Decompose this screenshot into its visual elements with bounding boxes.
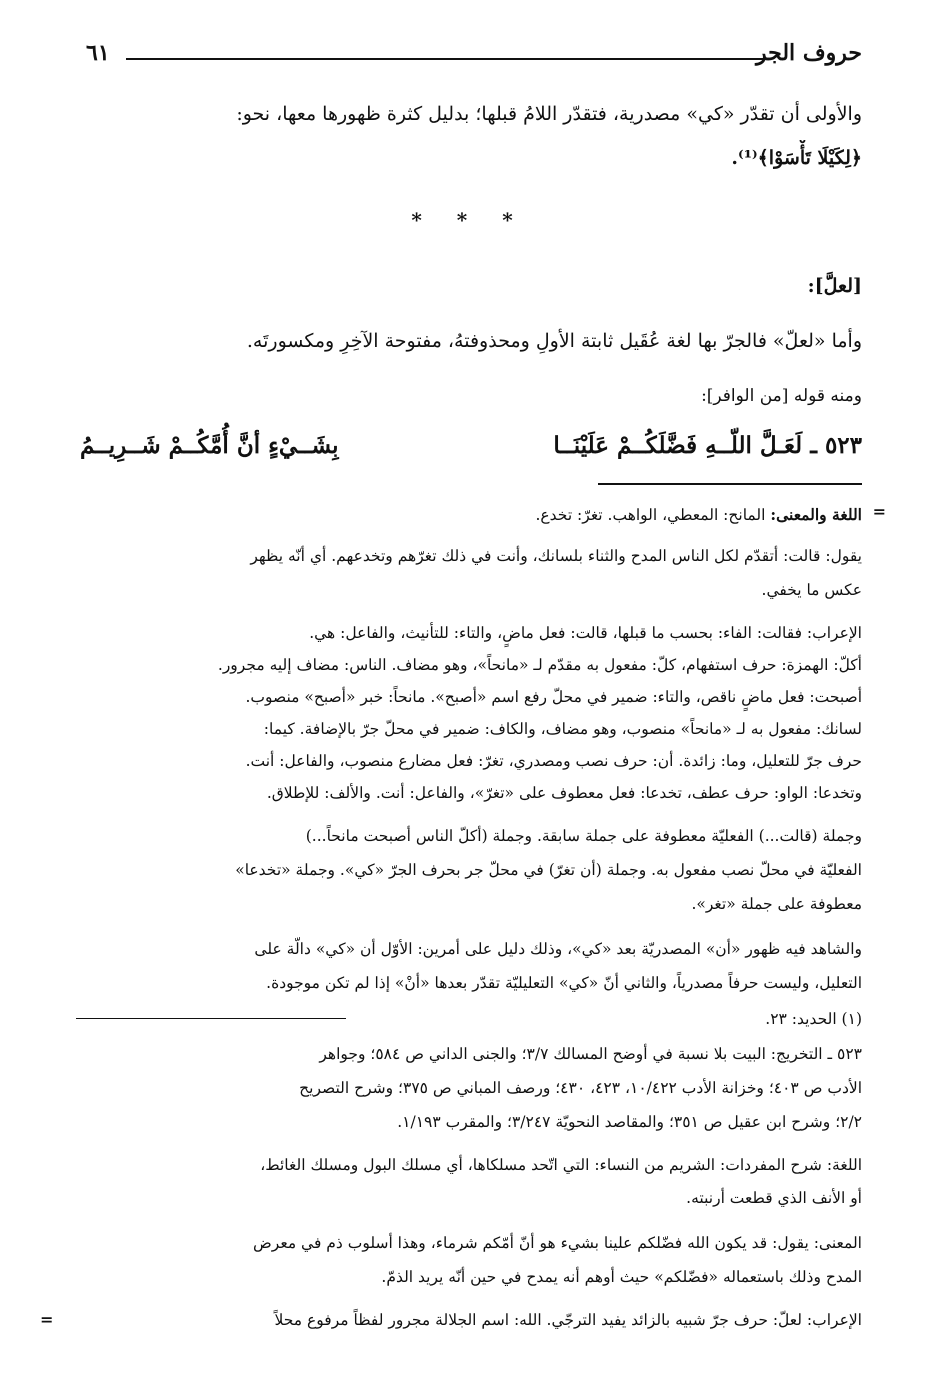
intro-line-2: ﴿لِكَيْلَا تَأْسَوْا﴾⁽¹⁾. bbox=[731, 147, 862, 169]
section-heading: [لعلَّ]: bbox=[807, 275, 862, 297]
irab-line-6: وتخدعا: الواو: حرف عطف، تخدعا: فعل معطوف على «تغرّ»، والفاعل: أنت. والألف: للإطلاق. bbox=[266, 784, 862, 802]
irab-line-4: لسانك: مفعول به لـ «مانحاً» منصوب، وهو مضاف، والكاف: ضمير في محلّ جرّ بالإضافة. كيما: bbox=[263, 720, 862, 738]
irab-line-2: أكلّ: الهمزة: حرف استفهام، كلّ: مفعول به مقدّم لـ «مانحاً»، وهو مضاف. الناس: مضاف إليه مجرور. bbox=[217, 656, 862, 674]
verse-hemistich-1: لَعَـلَّ اللّــهِ فَضَّلَكُــمْ عَلَيْنَــا bbox=[553, 432, 803, 459]
section-separator: * * * bbox=[411, 208, 527, 232]
footnote-irab: الإعراب: لعلّ: حرف جرّ شبيه بالزائد يفيد الترجّي. الله: اسم الجلالة مجرور لفظاً مرفوع محلاً bbox=[274, 1311, 862, 1329]
irab-line-3: أصبحت: فعل ماضٍ ناقص، والتاء: ضمير في محلّ رفع اسم «أصبح». مانحاً: خبر «أصبح» منصوب. bbox=[245, 688, 862, 706]
page-header bbox=[80, 38, 862, 70]
commentary-lugha bbox=[76, 500, 862, 530]
footnote-maana-2: المدح وذلك باستعماله «فضّلكم» حيث أوهم أنه يمدح في حين أنّه يريد الذمّ. bbox=[381, 1268, 862, 1286]
shahid-line-1: والشاهد فيه ظهور «أن» المصدريّة بعد «كي»، وذلك دليل على أمرين: الأوّل أن «كي» دالّة على bbox=[254, 940, 862, 958]
intro-line-1: والأولى أن تقدّر «كي» مصدرية، فتقدّر اللامُ قبلها؛ بدليل كثرة ظهورها معها، نحو: bbox=[236, 103, 862, 125]
lugha-label: اللغة والمعنى: bbox=[770, 505, 862, 524]
takhrij-line-1: ٥٢٣ ـ التخريج: البيت بلا نسبة في أوضح المسالك ٣/٧؛ والجنى الداني ص ٥٨٤؛ وجواهر bbox=[319, 1045, 862, 1063]
footnote-lugha-2: أو الأنف الذي قطعت أرنبته. bbox=[686, 1189, 862, 1207]
takhrij-line-3: ٢/٢؛ وشرح ابن عقيل ص ٣٥١؛ والمقاصد النحويّة ٣/٢٤٧؛ والمقرب ١/١٩٣. bbox=[397, 1113, 862, 1131]
section-body: وأما «لعلّ» فالجرّ بها لغة عُقَيل ثابتة الأولِ ومحذوفتهُ، مفتوحة الآخِرِ ومكسورتَه. bbox=[246, 330, 862, 352]
continuation-marker: = bbox=[872, 502, 886, 521]
takhrij-line-2: الأدب ص ٤٠٣؛ وخزانة الأدب ١٠/٤٢٢، ٤٢٣، ٤٣٠؛ ورصف المباني ص ٣٧٥؛ وشرح التصريح bbox=[299, 1079, 862, 1097]
running-title: حروف الجر bbox=[756, 40, 862, 66]
lugha-text: المانح: المعطي، الواهب. تغرّ: تخدع. bbox=[535, 506, 766, 524]
verse-hemistich-2: بِشَــيْءٍ أنَّ أُمَّكُــمْ شَــرِيــمُ bbox=[80, 432, 339, 459]
irab-line-1: الإعراب: فقالت: الفاء: بحسب ما قبلها، قالت: فعل ماضٍ، والتاء: للتأنيث، والفاعل: هي. bbox=[309, 624, 862, 642]
jumla-line-2: الفعليّة في محلّ نصب مفعول به. وجملة (أن تغرّ) في محلّ جر بحرف الجرّ «كي». وجملة «تخدعا» bbox=[235, 861, 862, 879]
footnote-maana-1: المعنى: يقول: قد يكون الله فضّلكم علينا بشيء هو أنّ أمّكم شرماء، وهذا أسلوب ذم في معرض bbox=[253, 1234, 862, 1252]
continuation-marker-bottom: = bbox=[40, 1310, 54, 1329]
footnote-1: (١) الحديد: ٢٣. bbox=[765, 1010, 862, 1028]
commentary-yaqul-2: عكس ما يخفي. bbox=[761, 581, 862, 599]
page-number: ٦١ bbox=[86, 40, 110, 66]
jumla-line-1: وجملة (قالت...) الفعليّة معطوفة على جملة سابقة. وجملة (أكلّ الناس أصبحت مانحاً...) bbox=[305, 827, 862, 845]
irab-line-5: حرف جرّ للتعليل، وما: زائدة. أن: حرف نصب ومصدري، تغرّ: فعل مضارع منصوب، والفاعل: أنت. bbox=[245, 752, 862, 770]
verse-first-half bbox=[553, 432, 862, 480]
header-rule bbox=[126, 58, 770, 60]
verse-underline bbox=[598, 483, 862, 485]
shahid-line-2: التعليل، وليست حرفاً مصدرياً، والثاني أنّ «كي» التعليليّة تقدّر بعدها «أنْ» إذا لم تكن موجودة. bbox=[266, 974, 862, 992]
jumla-line-3: معطوفة على جملة «تغر». bbox=[691, 895, 862, 913]
commentary-yaqul-1: يقول: قالت: أتقدّم لكل الناس المدح والثناء بلسانك، وأنت في ذلك تغرّهم وتخدعهم. أي أنّه يظهر bbox=[250, 547, 862, 565]
section-intro-quote: ومنه قوله [من الوافر]: bbox=[701, 386, 862, 406]
footnote-lugha-1: اللغة: شرح المفردات: الشريم من النساء: التي اتّحد مسلكاها، أي مسلك البول ومسلك الغائط، bbox=[260, 1156, 862, 1174]
verse-number: ٥٢٣ ـ bbox=[810, 432, 862, 459]
